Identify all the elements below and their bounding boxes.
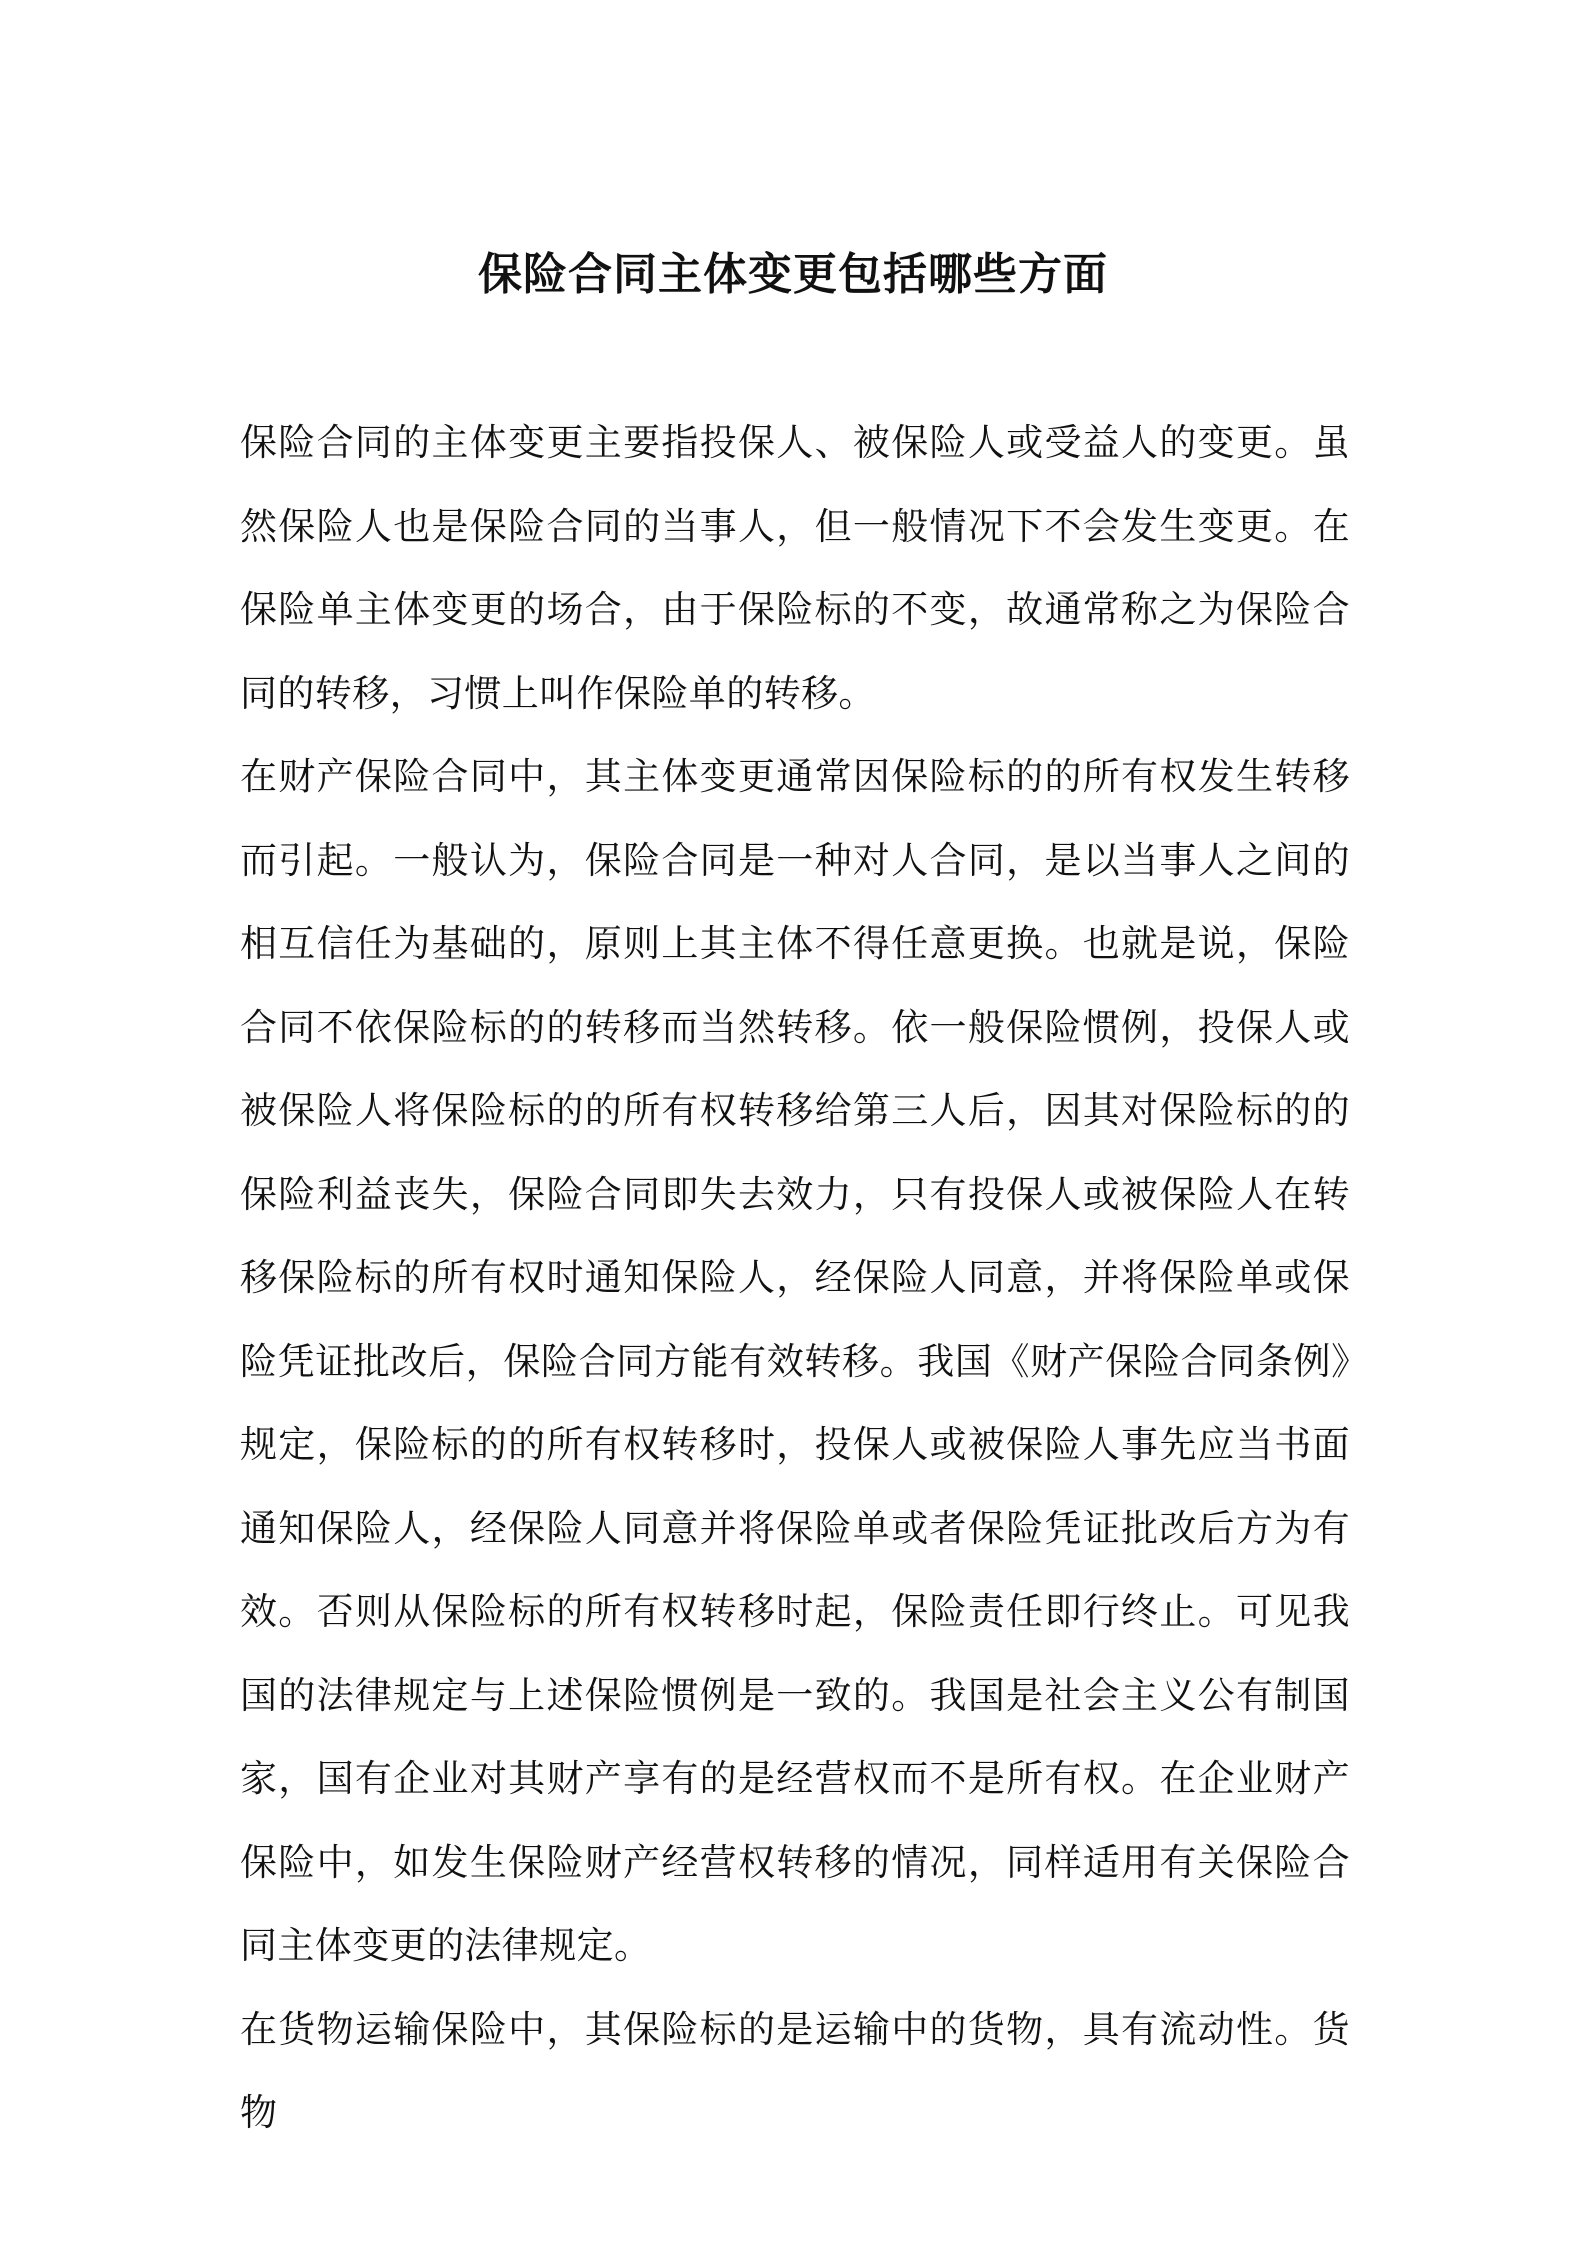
document-title: 保险合同主体变更包括哪些方面 [478, 249, 1108, 301]
paragraph-cargo-insurance: 在货物运输保险中，其保险标的是运输中的货物，具有流动性。货物 [240, 2007, 1350, 2134]
paragraph-subject-change: 保险合同的主体变更主要指投保人、被保险人或受益人的变更。虽然保险人也是保险合同的当事人，但一般情况下不会发生变更。在保险单主体变更的场合，由于保险标的不变，故通常称之为保险合同的转移，习惯上叫作保险单的转移。 [240, 421, 1350, 715]
paragraph-property-insurance: 在财产保险合同中，其主体变更通常因保险标的的所有权发生转移而引起。一般认为，保险合同是一种对人合同，是以当事人之间的相互信任为基础的，原则上其主体不得任意更换。也就是说，保险合同不依保险标的的转移而当然转移。依一般保险惯例，投保人或被保险人将保险标的的所有权转移给第三人后，因其对保险标的的保险利益丧失，保险合同即失去效力，只有投保人或被保险人在转移保险标的所有权时通知保险人，经保险人同意，并将保险单或保险凭证批改后，保险合同方能有效转移。我国《财产保险合同条例》规定，保险标的的所有权转移时，投保人或被保险人事先应当书面通知保险人，经保险人同意并将保险单或者保险凭证批改后方为有效。否则从保险标的所有权转移时起，保险责任即行终止。可见我国的法律规定与上述保险惯例是一致的。我国是社会主义公有制国家，国有企业对其财产享有的是经营权而不是所有权。在企业财产保险中，如发生保险财产经营权转移的情况，同样适用有关保险合同主体变更的法律规定。 [240, 755, 1350, 1967]
document-body [240, 401, 1350, 2155]
